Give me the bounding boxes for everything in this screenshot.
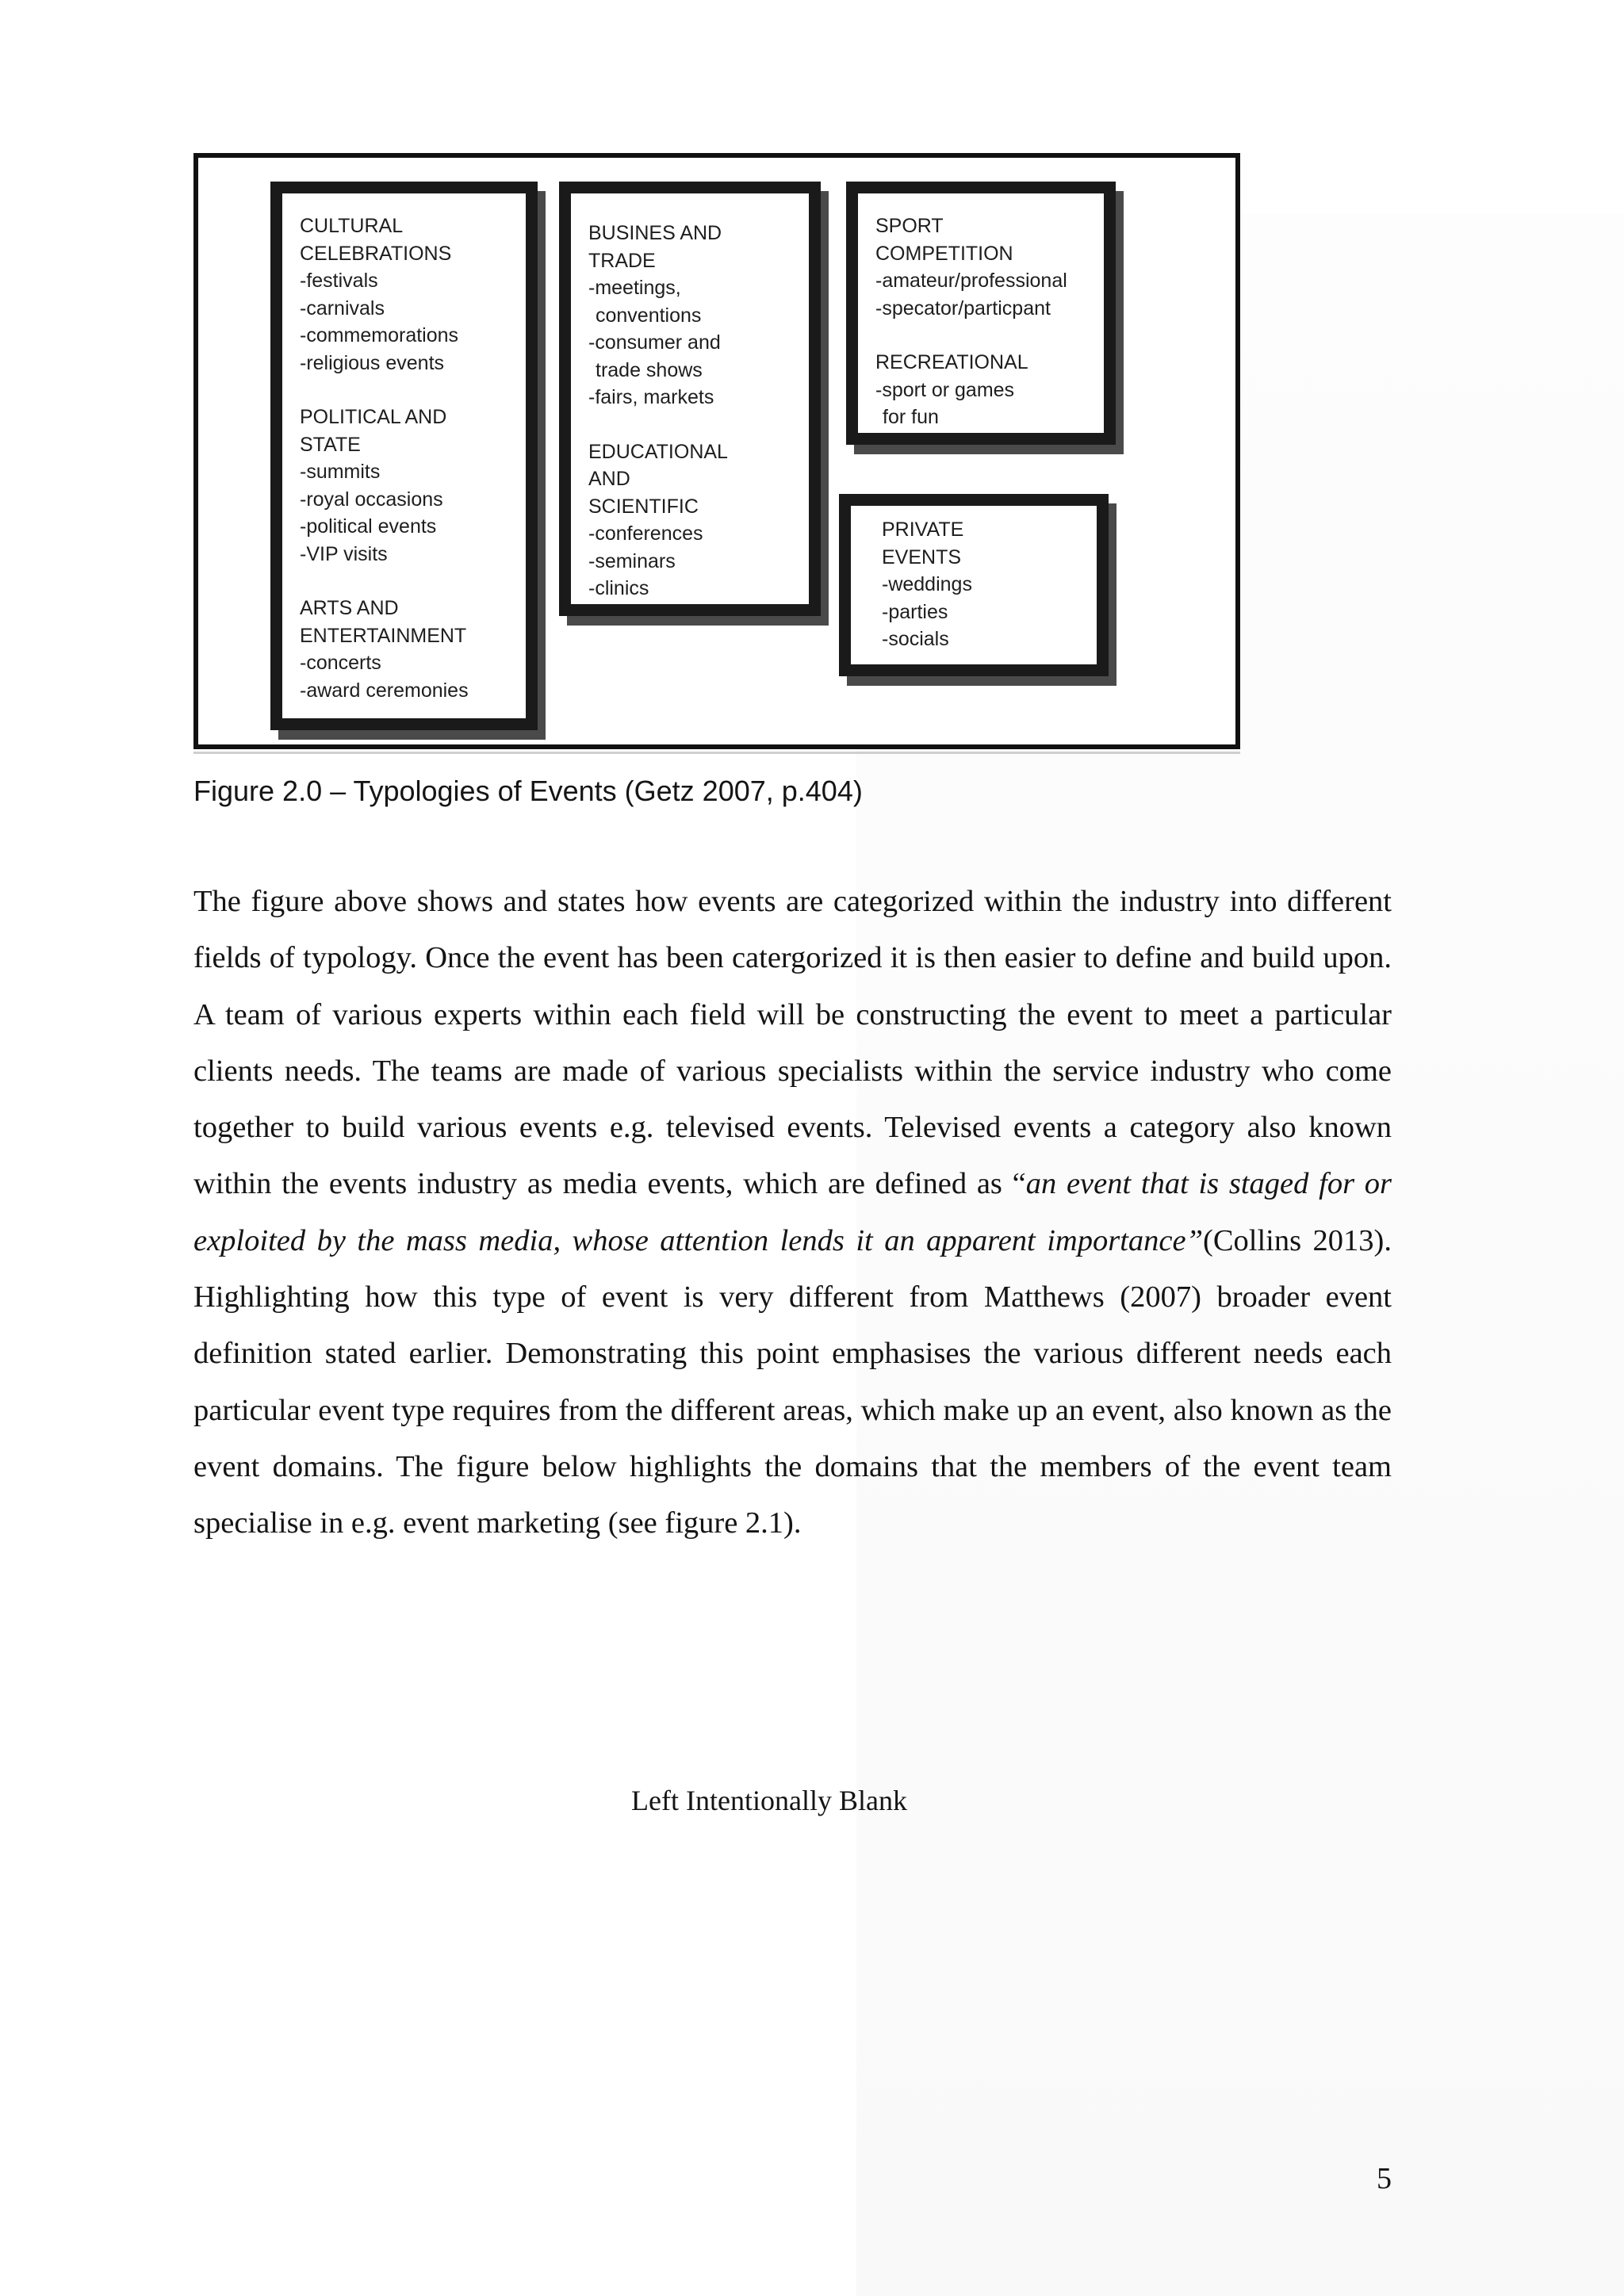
- typology-heading: STATE: [300, 433, 361, 456]
- typology-item: -seminars: [588, 549, 676, 572]
- typology-group: [882, 516, 1089, 653]
- typology-item: -summits: [300, 461, 381, 483]
- typology-item: -award ceremonies: [300, 679, 469, 702]
- typology-heading: POLITICAL AND: [300, 406, 447, 428]
- typology-heading: EVENTS: [882, 545, 962, 568]
- typology-heading: TRADE: [588, 249, 656, 272]
- typology-group: [875, 349, 1096, 431]
- typology-group: [588, 220, 801, 411]
- typology-heading: EDUCATIONAL: [588, 440, 728, 463]
- figure-underline: [193, 752, 1240, 754]
- typology-item: -specator/particpant: [875, 297, 1051, 320]
- typology-heading: ARTS AND: [300, 597, 399, 619]
- typology-heading: CELEBRATIONS: [300, 242, 452, 265]
- typology-heading: ENTERTAINMENT: [300, 624, 467, 647]
- typology-group: [300, 595, 518, 704]
- box-sport: [846, 182, 1116, 445]
- typology-heading: PRIVATE: [882, 519, 964, 541]
- typology-heading: COMPETITION: [875, 242, 1013, 265]
- typology-item: -fairs, markets: [588, 386, 714, 408]
- typology-item: -VIP visits: [300, 542, 388, 565]
- typology-heading: SPORT: [875, 215, 944, 237]
- typology-heading: AND: [588, 468, 630, 490]
- typology-item: -conferences: [588, 522, 703, 545]
- typology-item: -carnivals: [300, 297, 385, 320]
- typology-item: -political events: [300, 515, 437, 538]
- typology-item: -sport or games: [875, 378, 1015, 401]
- typology-item: -religious events: [300, 351, 445, 374]
- typology-item: -royal occasions: [300, 488, 443, 511]
- typology-item: -meetings,: [588, 277, 681, 299]
- typology-item: -weddings: [882, 573, 972, 595]
- typology-item: trade shows: [596, 358, 703, 381]
- typology-item: for fun: [883, 406, 939, 428]
- typology-heading: SCIENTIFIC: [588, 495, 699, 518]
- typology-item: conventions: [596, 304, 702, 327]
- typology-group: [300, 212, 518, 377]
- typology-item: -commemorations: [300, 324, 459, 346]
- typology-item: -parties: [882, 600, 948, 623]
- box-business: [559, 182, 821, 616]
- typology-group: [875, 212, 1096, 322]
- typology-item: -consumer and: [588, 331, 721, 354]
- typology-item: -amateur/professional: [875, 270, 1067, 292]
- page-number: 5: [1377, 2162, 1392, 2195]
- blank-note: Left Intentionally Blank: [631, 1785, 907, 1816]
- typology-group: [588, 438, 801, 603]
- box-private: [839, 494, 1109, 676]
- typology-item: -clinics: [588, 577, 649, 599]
- body-paragraph: [193, 874, 1392, 1552]
- typology-item: -socials: [882, 628, 949, 650]
- body-text-part1: The figure above shows and states how events are categorized within the industry into different fields of typology. Once the event has been catergorized it is then easier to define and build upon. A team of various experts within each field will be constructing the event to meet a particular clients needs. The teams are made of various specialists within the service industry who come together to build various events e.g. televised events. Televised events a category also known within the events industry as media events, which are defined as “: [193, 885, 1392, 1201]
- box-cultural: [270, 182, 538, 730]
- typologies-figure: [193, 153, 1240, 749]
- typology-heading: RECREATIONAL: [875, 351, 1028, 373]
- body-text-part2: (Collins 2013). Highlighting how this type of event is very different from Matthews (2007) broader event definition stated earlier. Demonstrating this point emphasises the various different needs each particular event type requires from the different areas, which make up an event, also known as the event domains. The figure below highlights the domains that the members of the event team specialise in e.g. event marketing (see figure 2.1).: [193, 1223, 1392, 1540]
- typology-heading: CULTURAL: [300, 215, 404, 237]
- typology-group: [300, 404, 518, 568]
- body-quote: an event that is staged for or exploited by the mass media, whose attention lends it an apparent importance”: [193, 1167, 1392, 1257]
- typology-heading: BUSINES AND: [588, 222, 722, 244]
- typology-item: -concerts: [300, 652, 381, 674]
- figure-caption: Figure 2.0 – Typologies of Events (Getz 2007, p.404): [193, 775, 863, 807]
- typology-item: -festivals: [300, 270, 378, 292]
